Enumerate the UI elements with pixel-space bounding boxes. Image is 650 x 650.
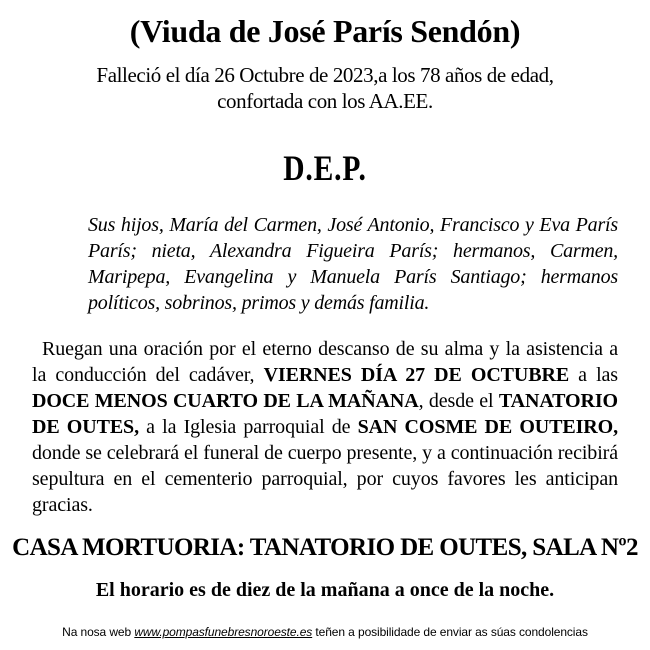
funeral-time: DOCE MENOS CUARTO DE LA MAÑANA	[32, 390, 419, 412]
widow-title: (Viuda de José París Sendón)	[129, 13, 521, 49]
prayer-text-1: Ruegan una oración por el eterno descanso de su alma y la asistencia a la conducción del cadáver,	[32, 338, 618, 386]
prayer-text-2: a las	[569, 364, 618, 386]
funeral-paragraph	[32, 336, 618, 518]
funeral-date: VIERNES DÍA 27 DE OCTUBRE	[263, 364, 570, 386]
death-details	[0, 62, 650, 114]
church-name: SAN COSME DE OUTEIRO,	[357, 416, 618, 438]
death-date-line: Falleció el día 26 Octubre de 2023,a los 78 años de edad,	[96, 63, 554, 87]
opening-hours: El horario es de diez de la mañana a once de la noche.	[95, 579, 555, 601]
prayer-text-3: , desde el	[418, 390, 499, 412]
footer-text-before: Na nosa web	[62, 625, 135, 639]
family-paragraph: Sus hijos, María del Carmen, José Antonio, Francisco y Eva París París; nieta, Alexandra Figueira París; hermanos, Carmen, Maripepa, Evangelina y Manuela París Santiago; hermanos políticos, sobrinos, primos y demás familia.	[88, 214, 618, 314]
condolences-footer	[0, 624, 650, 640]
footer-text-after: teñen a posibilidade de enviar as súas condolencias	[312, 625, 588, 639]
mortuary-heading: CASA MORTUORIA: TANATORIO DE OUTES, SALA Nº2	[12, 534, 638, 561]
prayer-text-5: donde se celebrará el funeral de cuerpo presente, y a continuación recibirá sepultura en el cementerio parroquial, por cuyos favores les anticipan gracias.	[32, 442, 618, 516]
website-link[interactable]: www.pompasfunebresnoroeste.es	[134, 625, 313, 639]
funeral-home-name: TANATORIO DE OUTES,	[32, 390, 618, 438]
prayer-text-4: a la Iglesia parroquial de	[138, 416, 358, 438]
sacraments-line: confortada con los AA.EE.	[217, 89, 433, 113]
dep-heading: D.E.P.	[283, 148, 367, 188]
